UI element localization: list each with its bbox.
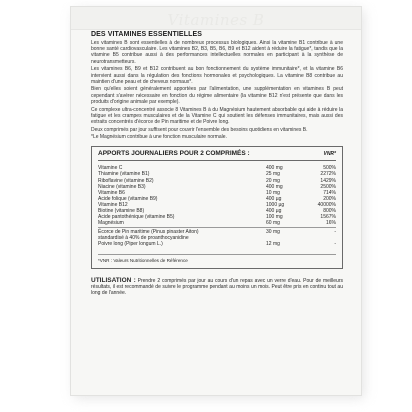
nutrition-rows (98, 165, 336, 247)
paragraph: Les vitamines B sont essentielles à de nombreux processus biologiques. Ainsi la vitamine B1 contribue à une bonne santé cardiovasculaire. Les vitamines B2, B3, B5, B6, B9 et B12 aident à réduire la fatigue*, tandis que la vitamine B5 contribue aussi à des performances intellectuelles normales en participant à la synthèse de neurotransmetteurs. (91, 40, 343, 65)
paragraph: Deux comprimés par jour suffisent pour couvrir l'ensemble des besoins quotidiens en vitamines B. (91, 126, 308, 133)
nutrient-amount: 400 µg (266, 208, 282, 214)
section-title: DES VITAMINES ESSENTIELLES (91, 31, 202, 38)
usage-label: UTILISATION : (91, 276, 136, 284)
nutrient-amount: 400 mg (266, 165, 283, 172)
nutrition-row (98, 227, 336, 235)
nutrient-amount: 100 mg (266, 214, 283, 221)
nutrient-name: Vitamine C (98, 165, 123, 172)
nutrient-amount: 60 mg (266, 220, 280, 227)
nutrition-table (91, 146, 343, 268)
nutrient-vnr-percent: 714% (323, 189, 336, 196)
nutrient-name: Acide pantothénique (vitamine B5) (98, 214, 175, 221)
nutrient-vnr-percent: 40000% (317, 201, 336, 208)
nutrient-amount: 20 mg (266, 177, 280, 184)
nutrient-name: Acide folique (vitamine B9) (98, 195, 158, 202)
nutrient-vnr-percent: 2272% (320, 171, 336, 178)
paragraph: Bien qu'elles soient généralement apportées par l'alimentation, une supplémentation en vitamines B peut cependant s'avérer nécessaire en fonction du régime alimentaire (la vitamine B12 n'est présente que dans les produits d'origine animale par exemple). (91, 86, 343, 105)
nutrient-vnr-percent: 200% (323, 195, 336, 202)
usage-section (91, 278, 343, 297)
paragraph: Ce complexe ultra-concentré associe 8 Vitamines B à du Magnésium hautement absorbable qui aide à réduire la fatigue et les crampes musculaires et de la Vitamine C qui soutient les défenses immunitaires, mais aussi des extraits concentrés d'écorce de Pin maritime et de Poivre long. (91, 106, 343, 125)
nutrient-name: Magnésium (98, 220, 124, 227)
nutrient-amount: 30 mg (266, 229, 280, 236)
nutrient-name: Thiamine (vitamine B1) (98, 171, 150, 178)
nutrient-name: Vitamine B12 (98, 201, 128, 208)
vnr-column-header: VNR* (323, 151, 336, 158)
vnr-note: *VNR : Valeurs Nutritionnelles de Référence (98, 254, 336, 263)
nutrition-table-title: APPORTS JOURNALIERS POUR 2 COMPRIMÉS : (98, 150, 250, 158)
nutrition-table-header (98, 150, 336, 161)
nutrient-name: Riboflavine (vitamine B2) (98, 177, 154, 184)
nutrient-name: Poivre long (Piper longum L.) (98, 241, 163, 248)
magnesium-footnote: *Le Magnésium contribue à une fonction musculaire normale. (91, 134, 227, 141)
nutrient-vnr-percent: 800% (323, 208, 336, 214)
nutrient-amount: 10 mg (266, 189, 280, 196)
box-top-title: Vitamines B (167, 11, 265, 29)
nutrient-name: Biotine (vitamine B8) (98, 208, 145, 214)
nutrient-vnr-percent: 1567% (320, 214, 336, 221)
nutrient-vnr-percent: - (334, 229, 336, 236)
nutrient-amount: 25 mg (266, 171, 280, 178)
nutrient-vnr-percent: 16% (325, 220, 336, 227)
product-box-back (70, 6, 362, 396)
usage-text: Prendre 2 comprimés par jour au cours d'un repas avec un verre d'eau. Pour de meilleurs résultats, il est recommandé de suivre le programme pendant au moins un mois. Peut être pris en continu tout au long de l'année. (91, 277, 344, 296)
nutrient-amount: 1000 µg (266, 201, 285, 208)
nutrient-vnr-percent: 1429% (320, 177, 336, 184)
nutrient-name: Écorce de Pin maritime (Pinus pinaster Aiton) (98, 229, 199, 236)
box-top-flap (71, 7, 361, 30)
box-content (91, 31, 343, 296)
nutrition-row (98, 220, 336, 226)
nutrient-vnr-percent: 500% (323, 165, 336, 172)
nutrient-amount: 12 mg (266, 241, 280, 248)
nutrient-vnr-percent: 2500% (320, 183, 336, 190)
paragraph: Les vitamines B6, B9 et B12 contribuent au bon fonctionnement du système immunitaire*, et la vitamine B6 intervient aussi dans la régulation des fonctions hormonales et psychologiques. La vitamine B8 contribue au maintien d'une peau et de cheveux normaux*. (91, 66, 343, 85)
nutrient-name: Niacine (vitamine B3) (98, 183, 146, 190)
nutrient-amount: 400 µg (266, 195, 282, 202)
nutrition-row (98, 241, 336, 247)
nutrient-name: Vitamine B6 (98, 189, 125, 196)
nutrient-vnr-percent: - (334, 241, 336, 248)
nutrient-name: standardisé à 40% de proanthocyanidine (98, 235, 189, 242)
nutrient-amount: 400 mg (266, 183, 283, 190)
